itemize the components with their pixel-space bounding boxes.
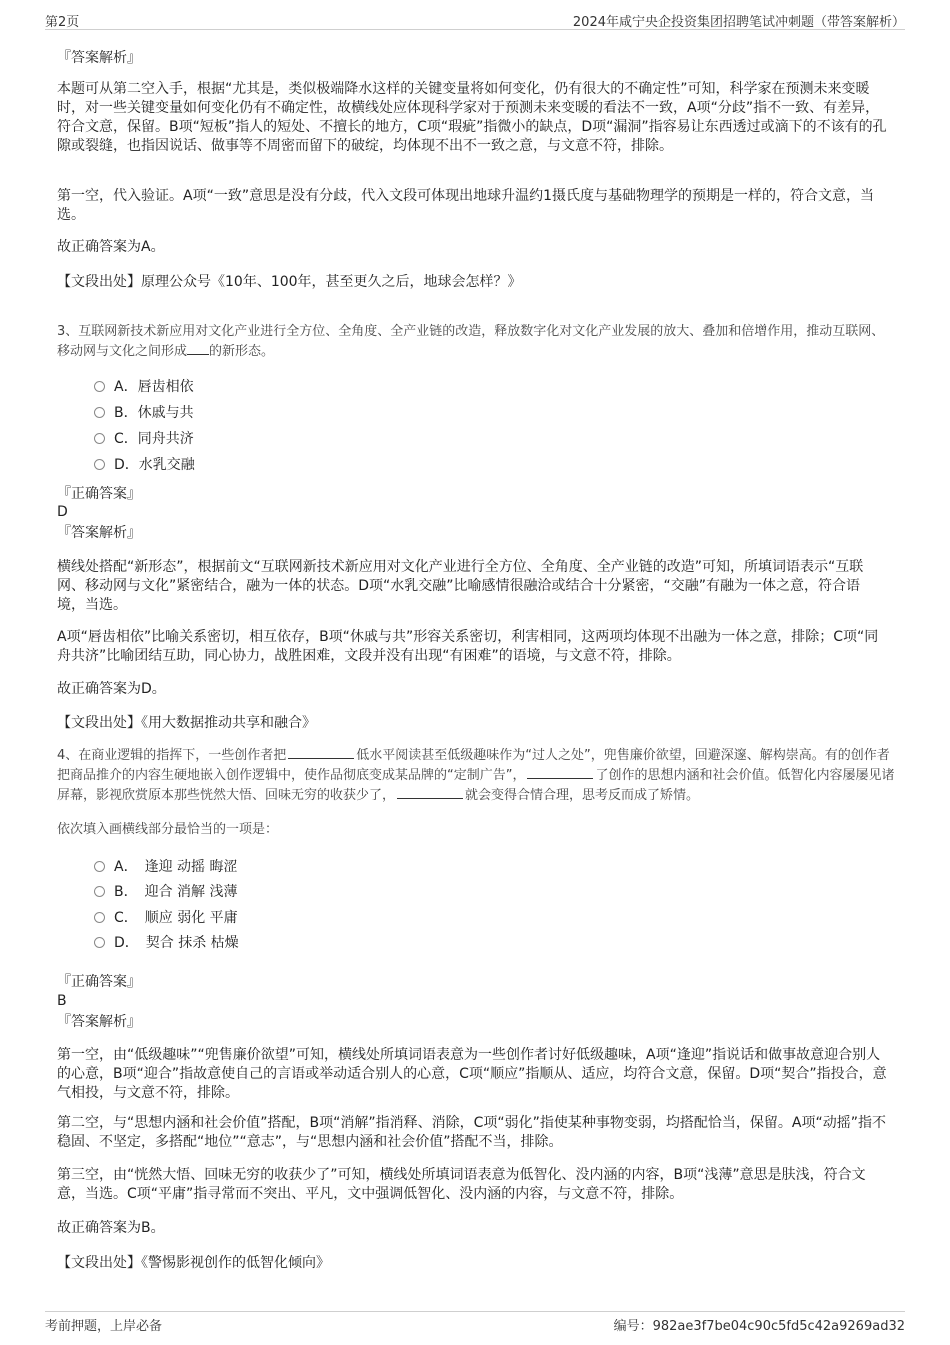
q2-analysis-para1: 本题可从第二空入手，根据“尤其是，类似极端降水这样的关键变量将如何变化，仍有很大的不确定性”可知，科学家在预测未来变暖时，对一些关键变量如何变化仍有不确定性，故横线处应体现科学家对于预测未来变暖的看法不一致，A项“分歧”指不一致、有差异，符合文意，保留。B项“短板”指人的短处、不擅长的地方，C项“瑕疵”指微小的缺点，D项“漏洞”指容易让东西透过或滴下的不该有的孔隙或裂缝，也指因说话、做事等不周密而留下的破绽，均体现不出不一致之意，与文意不符，排除。	[57, 81, 887, 154]
q4-analysis-para2: 第二空，与“思想内涵和社会价值”搭配，B项“消解”指消释、消除，C项“弱化”指使某种事物变弱，均搭配恰当，保留。A项“动摇”指不稳固、不坚定，多搭配“地位”“意志”，与“思想内涵和社会价值”搭配不当，排除。	[57, 1115, 886, 1150]
q3-correct-answer: D	[57, 504, 68, 520]
q3-source: 【文段出处】《用大数据推动共享和融合》	[57, 715, 316, 731]
radio-icon[interactable]	[94, 937, 105, 948]
option-label: A．唇齿相依	[114, 379, 194, 395]
q4-correct-answer: B	[57, 993, 67, 1009]
q4-analysis-para3: 第三空，由“恍然大悟、回味无穷的收获少了”可知，横线处所填词语表意为低智化、没内涵的内容，B项“浅薄”意思是肤浅，符合文意，当选。C项“平庸”指寻常而不突出、平凡，文中强调低智化、没内涵的内容，与文意不符，排除。	[57, 1167, 866, 1202]
q3-analysis-para1: 横线处搭配“新形态”，根据前文“互联网新技术新应用对文化产业进行全方位、全角度、全产业链的改造”可知，所填词语表示“互联网、移动网与文化”紧密结合，融为一体的状态。D项“水乳交融”比喻感情很融洽或结合十分紧密，“交融”有融为一体之意，符合语境，当选。	[57, 559, 864, 613]
q4-answer: 故正确答案为B。	[57, 1220, 165, 1236]
footer-slogan: 考前押题，上岸必备	[45, 1319, 163, 1334]
q3-stem-part1: 3、互联网新技术新应用对文化产业进行全方位、全角度、全产业链的改造，释放数字化对文化产业发展的放大、叠加和倍增作用，推动互联网、移动网与文化之间形成	[57, 324, 885, 359]
q3-analysis-label: 『答案解析』	[57, 525, 141, 541]
option-label: A． 逢迎 动摇 晦涩	[114, 859, 238, 875]
q3-option-d[interactable]	[94, 455, 195, 475]
q4-stem-part2: 低水平阅读甚至低级趣味作为“过人之处”，兜售廉价欲望，回避深邃、解构崇高。有的创作者把商品推介的内容生硬地嵌入创作逻辑中，使作品彻底变成某品牌的“定制广告”，	[57, 748, 890, 783]
q4-option-a[interactable]	[94, 857, 237, 877]
q2-analysis-para2: 第一空，代入验证。A项“一致”意思是没有分歧，代入文段可体现出地球升温约1摄氏度与基础物理学的预期是一样的，符合文意，当选。	[57, 188, 874, 223]
q3-answer: 故正确答案为D。	[57, 681, 166, 697]
q4-option-b[interactable]	[94, 882, 238, 902]
option-label: B．休戚与共	[114, 405, 194, 421]
q2-source: 【文段出处】原理公众号《10年、100年，甚至更久之后，地球会怎样？》	[57, 274, 522, 290]
q4-blank-1	[288, 758, 354, 759]
option-label: C．同舟共济	[114, 431, 194, 447]
q3-analysis-para2: A项“唇齿相依”比喻关系密切，相互依存，B项“休戚与共”形容关系密切，利害相同，这两项均体现不出融为一体之意，排除；C项“同舟共济”比喻团结互助，同心协力，战胜困难，文段并没有出现“有困难”的语境，与文意不符，排除。	[57, 629, 879, 664]
q4-correct-label: 『正确答案』	[57, 974, 141, 990]
q4-blank-3	[397, 798, 463, 799]
q3-option-c[interactable]	[94, 429, 194, 449]
q4-stem	[57, 746, 897, 806]
radio-icon[interactable]	[94, 407, 105, 418]
page-footer	[45, 1311, 905, 1336]
q3-correct-label: 『正确答案』	[57, 486, 141, 502]
q4-blank-2	[527, 778, 593, 779]
radio-icon[interactable]	[94, 433, 105, 444]
q4-source: 【文段出处】《警惕影视创作的低智化倾向》	[57, 1255, 330, 1271]
document-code: 编号：982ae3f7be04c90c5fd5c42a9269ad32	[613, 1319, 905, 1334]
q3-option-a[interactable]	[94, 377, 194, 397]
q4-option-c[interactable]	[94, 908, 238, 928]
q4-option-d[interactable]	[94, 933, 239, 953]
q2-answer: 故正确答案为A。	[57, 239, 165, 255]
q4-stem-part4: 就会变得合情合理，思考反而成了矫情。	[465, 788, 700, 803]
radio-icon[interactable]	[94, 861, 105, 872]
document-title: 2024年咸宁央企投资集团招聘笔试冲刺题（带答案解析）	[572, 15, 905, 30]
q4-analysis-para1: 第一空，由“低级趣味”“兜售廉价欲望”可知，横线处所填词语表意为一些创作者讨好低级趣味，A项“逢迎”指说话和做事故意迎合别人的心意，B项“迎合”指故意使自己的言语或举动适合别人的心意，C项“顺应”指顺从、适应，均符合文意，保留。D项“契合”指投合，意气相投，与文意不符，排除。	[57, 1047, 887, 1101]
q3-stem-part2: 的新形态。	[209, 344, 275, 359]
page-header	[45, 11, 905, 30]
q4-stem-part1: 4、在商业逻辑的指挥下，一些创作者把	[57, 748, 287, 763]
radio-icon[interactable]	[94, 381, 105, 392]
q3-stem	[57, 322, 887, 362]
option-label: D． 契合 抹杀 枯燥	[114, 935, 239, 951]
q4-prompt: 依次填入画横线部分最恰当的一项是：	[57, 822, 279, 837]
radio-icon[interactable]	[94, 886, 105, 897]
q2-analysis-label: 『答案解析』	[57, 50, 141, 66]
radio-icon[interactable]	[94, 912, 105, 923]
option-label: D．水乳交融	[114, 457, 195, 473]
q3-blank	[187, 354, 209, 355]
q4-stem-part3: 了创作的思想内涵和社会价值。低智化内容屡屡见诸屏幕，影视欣赏原本那些恍然大悟、回味无穷的收获少了，	[57, 768, 895, 803]
page-number: 第2页	[45, 15, 80, 30]
q3-option-b[interactable]	[94, 403, 194, 423]
q4-analysis-label: 『答案解析』	[57, 1014, 141, 1030]
option-label: C． 顺应 弱化 平庸	[114, 910, 238, 926]
option-label: B． 迎合 消解 浅薄	[114, 884, 238, 900]
radio-icon[interactable]	[94, 459, 105, 470]
